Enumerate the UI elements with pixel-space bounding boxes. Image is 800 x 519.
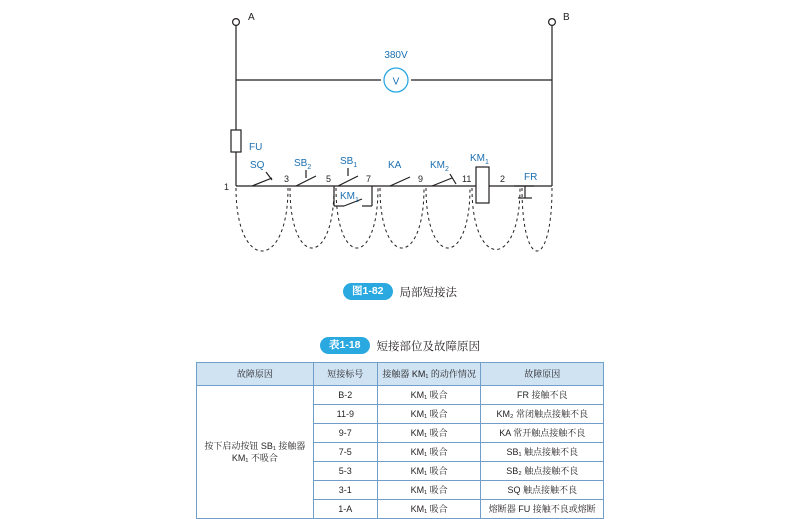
start-button-label: $SB_1$ (340, 156, 358, 169)
contactor-km1-coil-label: $KM_1$ (470, 153, 489, 166)
node-label-1: 1 (224, 182, 230, 192)
cell-code: 3-1 (313, 481, 377, 500)
node-label-3: 3 (284, 174, 290, 184)
terminal-b-label: B (563, 12, 570, 23)
relay-ka-label: KA (388, 160, 402, 171)
cell-action: KM₁ 吸合 (377, 500, 481, 519)
table-row (197, 386, 604, 405)
stop-button-label: $SB_2$ (294, 158, 312, 171)
fault-table-wrapper (196, 362, 604, 519)
figure-caption-text: 局部短接法 (399, 286, 457, 299)
cell-fault: FR 接触不良 (481, 386, 604, 405)
figure-caption (0, 283, 800, 300)
header-reason: 故障原因 (197, 363, 314, 386)
node-label-5: 5 (326, 174, 332, 184)
cell-code: 11-9 (313, 405, 377, 424)
cell-code: 7-5 (313, 443, 377, 462)
limit-switch-label: SQ (250, 160, 265, 171)
figure-caption-badge: 图1-82 (343, 283, 393, 300)
cell-fault: KM₂ 常闭触点接触不良 (481, 405, 604, 424)
table-header-row (197, 363, 604, 386)
fault-table-head (197, 363, 604, 386)
cell-fault: SB₁ 触点接触不良 (481, 443, 604, 462)
table-caption (0, 337, 800, 355)
fault-table-body (197, 386, 604, 519)
header-code: 短接标号 (313, 363, 377, 386)
thermal-relay-label: FR (524, 172, 538, 183)
cell-action: KM₁ 吸合 (377, 462, 481, 481)
shorting-arcs (236, 188, 552, 251)
voltmeter-letter: V (392, 76, 400, 88)
stop-button-sb2 (296, 170, 316, 186)
fault-table (196, 362, 604, 519)
relay-ka-contact (390, 177, 410, 186)
start-button-sb1 (338, 168, 358, 186)
thermal-relay-fr-contact (514, 186, 534, 198)
fuse-label: FU (249, 142, 263, 153)
cell-reason-merged: 按下启动按钮 SB₁ 接触器 KM₁ 不吸合 (197, 386, 314, 519)
contactor-km2-label: $KM_2$ (430, 160, 449, 173)
cell-action: KM₁ 吸合 (377, 481, 481, 500)
header-fault: 故障原因 (481, 363, 604, 386)
voltage-label: 380V (384, 50, 408, 61)
cell-fault: KA 常开触点接触不良 (481, 424, 604, 443)
cell-action: KM₁ 吸合 (377, 386, 481, 405)
table-caption-badge: 表1-18 (320, 337, 370, 354)
cell-fault: SQ 触点接触不良 (481, 481, 604, 500)
cell-action: KM₁ 吸合 (377, 443, 481, 462)
contactor-km1-aux-label: $KM_1$ (340, 191, 359, 204)
terminal-b-dot (549, 19, 556, 26)
cell-code: 9-7 (313, 424, 377, 443)
cell-action: KM₁ 吸合 (377, 424, 481, 443)
terminal-a-label: A (248, 12, 255, 23)
table-caption-text: 短接部位及故障原因 (376, 340, 480, 353)
node-label-2: 2 (500, 174, 506, 184)
cell-fault: SB₂ 触点接触不良 (481, 462, 604, 481)
contactor-km2-nc-contact (432, 174, 456, 186)
contactor-km1-coil (476, 167, 489, 203)
header-action: 接触器 KM₁ 的动作情况 (377, 363, 481, 386)
cell-code: 1-A (313, 500, 377, 519)
fuse-symbol (231, 130, 241, 152)
node-label-9: 9 (418, 174, 424, 184)
cell-action: KM₁ 吸合 (377, 405, 481, 424)
cell-code: B-2 (313, 386, 377, 405)
terminal-a-dot (233, 19, 240, 26)
cell-code: 5-3 (313, 462, 377, 481)
limit-switch-sq (252, 172, 272, 186)
node-label-7: 7 (366, 174, 372, 184)
node-label-11: 11 (462, 174, 472, 184)
cell-fault: 熔断器 FU 接触不良或熔断 (481, 500, 604, 519)
